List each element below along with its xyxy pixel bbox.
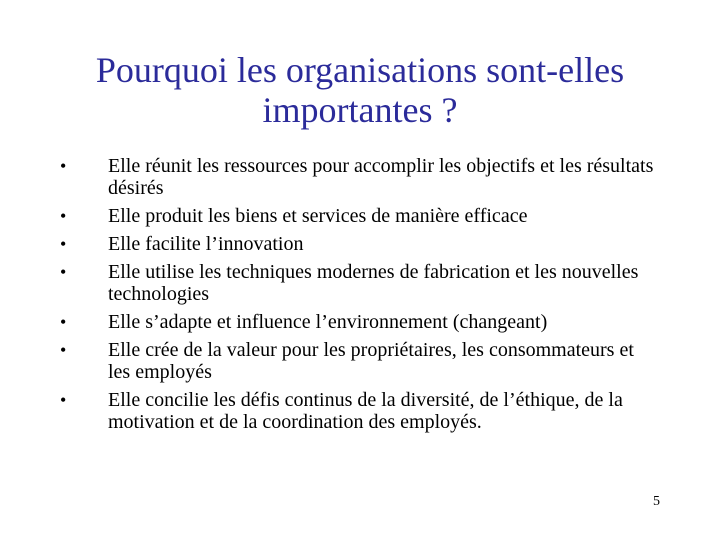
- bullet-icon: •: [60, 234, 67, 254]
- bullet-item-2: [56, 205, 656, 227]
- bullet-icon: •: [60, 390, 67, 410]
- bullet-item-3: [56, 233, 656, 255]
- bullet-text-6: Elle crée de la valeur pour les propriétaires, les consommateurs et les employés: [108, 339, 634, 383]
- bullet-item-4: [56, 261, 656, 305]
- page-number: 5: [653, 494, 660, 509]
- bullet-text-2: Elle produit les biens et services de manière efficace: [108, 205, 528, 227]
- bullet-text-7: Elle concilie les défis continus de la diversité, de l’éthique, de la motivation et de la coordination des employés.: [108, 389, 623, 433]
- bullet-text-4: Elle utilise les techniques modernes de fabrication et les nouvelles technologies: [108, 261, 639, 305]
- bullet-item-6: [56, 339, 656, 383]
- bullet-icon: •: [60, 312, 67, 332]
- bullet-icon: •: [60, 156, 67, 176]
- bullet-item-7: [56, 389, 656, 433]
- bullet-icon: •: [60, 340, 67, 360]
- bullet-item-5: [56, 311, 656, 333]
- bullet-text-3: Elle facilite l’innovation: [108, 233, 304, 255]
- bullet-text-1: Elle réunit les ressources pour accomplir les objectifs et les résultats désirés: [108, 155, 654, 199]
- bullet-text-5: Elle s’adapte et influence l’environnement (changeant): [108, 311, 548, 333]
- slide-title: Pourquoi les organisations sont-elles importantes ?: [95, 50, 625, 130]
- bullet-icon: •: [60, 206, 67, 226]
- bullet-icon: •: [60, 262, 67, 282]
- bullet-list: [56, 155, 656, 439]
- bullet-item-1: [56, 155, 656, 199]
